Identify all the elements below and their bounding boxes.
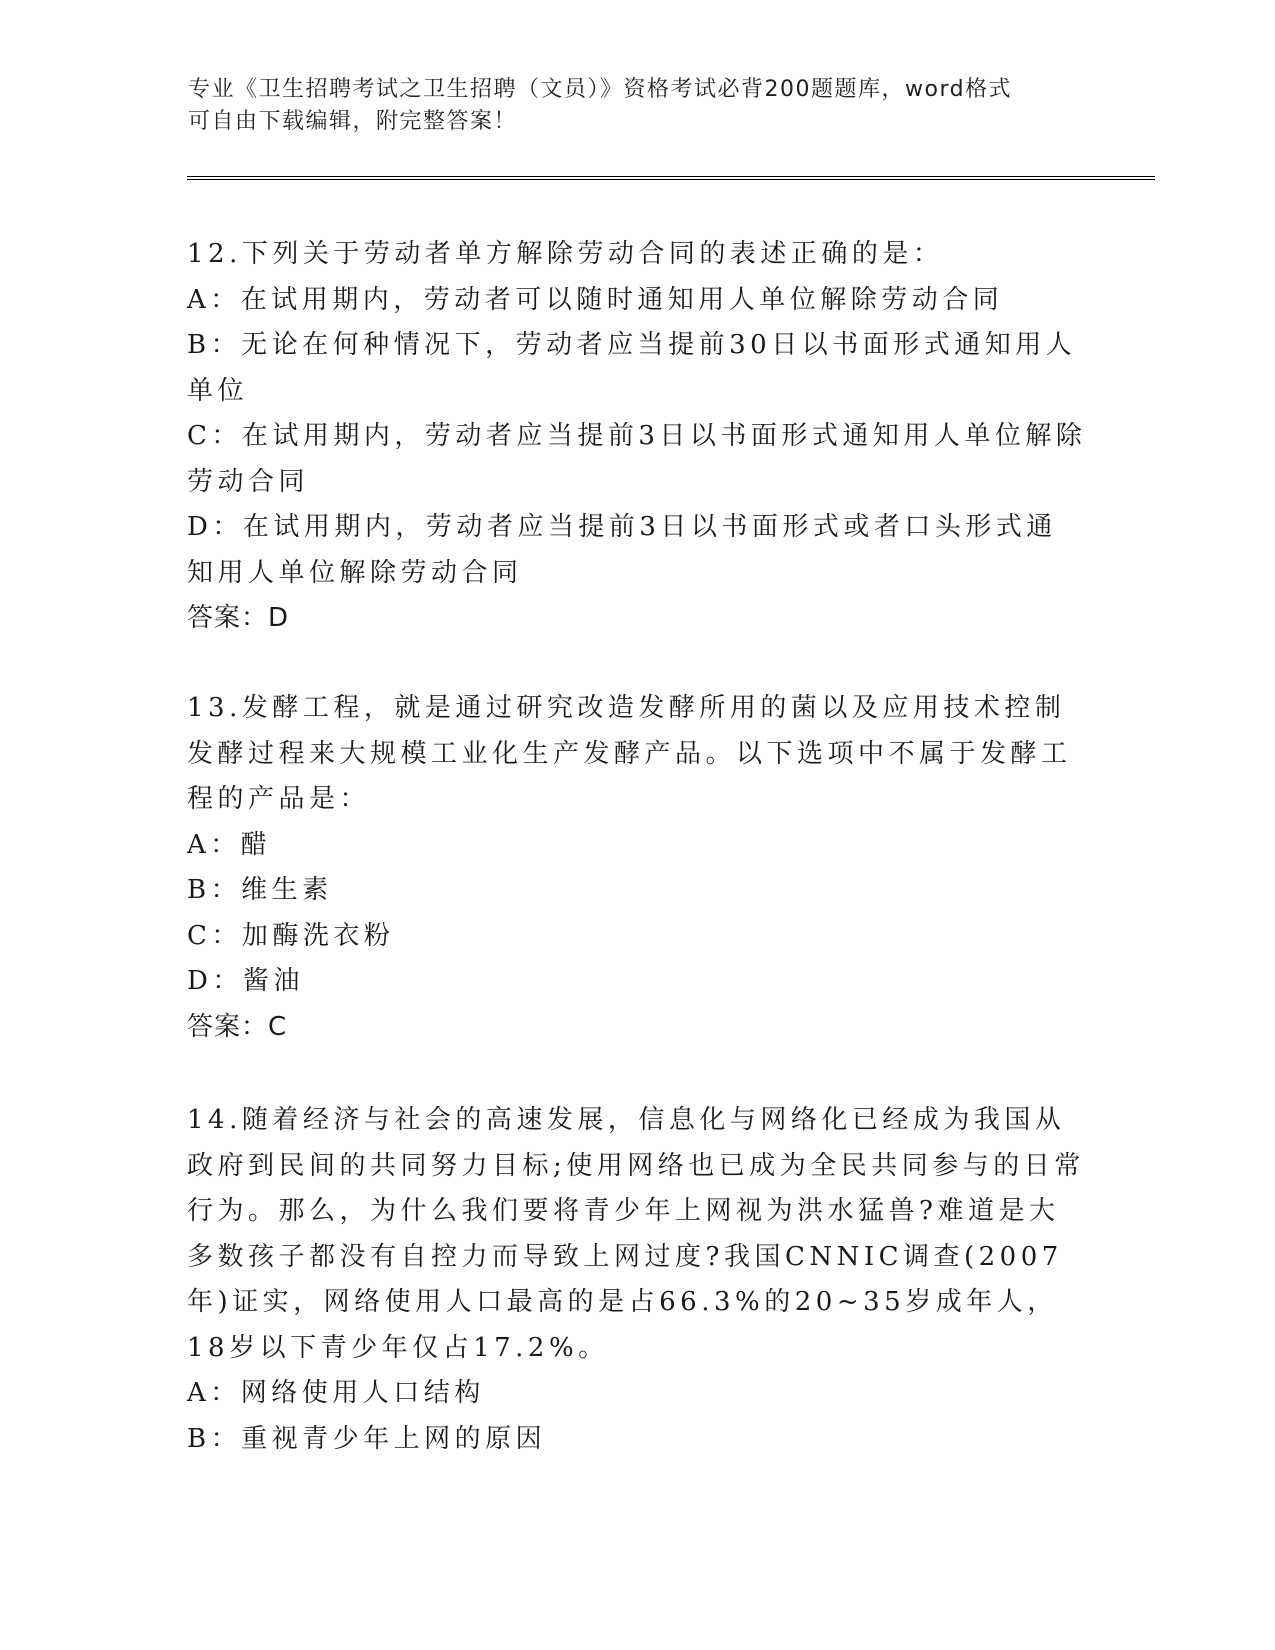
header-title-line-1: 专业《卫生招聘考试之卫生招聘（文员）》资格考试必背200题题库，word格式 — [188, 77, 1013, 102]
option-a: A：醋 — [187, 829, 272, 860]
question-stem: 12.下列关于劳动者单方解除劳动合同的表述正确的是： — [187, 239, 944, 269]
option-a: A：在试用期内，劳动者可以随时通知用人单位解除劳动合同 — [187, 284, 1004, 315]
question-stem: 14.随着经济与社会的高速发展，信息化与网络化已经成为我国从政府到民间的共同努力目标;使用网络也已成为全民共同参与的日常行为。那么，为什么我们要将青少年上网视为洪水猛兽?难道是大多数孩子都没有自控力而导致上网过度?我国CNNIC调查(2007年)证实，网络使用人口最高的是占66.3%的20~35岁成年人，18岁以下青少年仅占17.2%。 — [187, 1105, 1085, 1363]
header-title-line-2: 可自由下载编辑，附完整答案！ — [188, 109, 518, 134]
answer-line: 答案：C — [187, 1011, 288, 1042]
document-header — [188, 74, 1068, 138]
question-12 — [187, 232, 1087, 642]
question-stem: 13.发酵工程，就是通过研究改造发酵所用的菌以及应用技术控制发酵过程来大规模工业化生产发酵产品。以下选项中不属于发酵工程的产品是： — [187, 693, 1072, 814]
option-d: D：酱油 — [187, 966, 304, 996]
option-c: C：加酶洗衣粉 — [187, 920, 395, 951]
header-double-rule — [187, 176, 1155, 180]
option-d: D：在试用期内，劳动者应当提前3日以书面形式或者口头形式通知用人单位解除劳动合同 — [187, 512, 1057, 588]
option-b: B：维生素 — [187, 875, 333, 905]
option-b: B：重视青少年上网的原因 — [187, 1423, 547, 1454]
question-14 — [187, 1098, 1087, 1462]
answer-line: 答案：D — [187, 603, 290, 633]
option-a: A：网络使用人口结构 — [187, 1378, 485, 1408]
question-13 — [187, 686, 1087, 1050]
option-b: B：无论在何种情况下，劳动者应当提前30日以书面形式通知用人单位 — [187, 330, 1077, 406]
option-c: C：在试用期内，劳动者应当提前3日以书面形式通知用人单位解除劳动合同 — [187, 421, 1087, 497]
